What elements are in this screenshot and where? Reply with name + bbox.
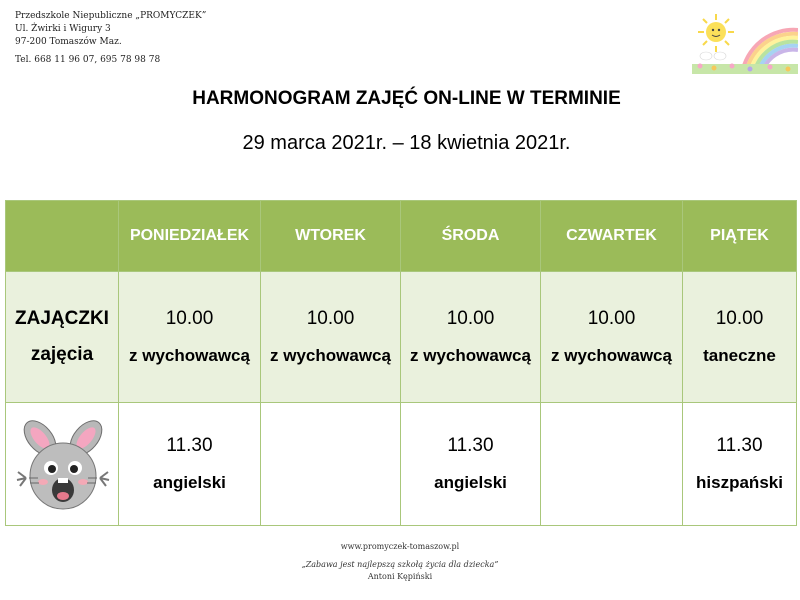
class-activity: z wychowawcą: [270, 346, 391, 365]
schedule-cell: [683, 272, 797, 403]
website-link[interactable]: www.promyczek-tomaszow.pl: [340, 542, 460, 551]
class-time: 11.30: [716, 435, 763, 456]
class-activity: hiszpański: [696, 473, 783, 492]
kindergarten-name: Przedszkole Niepubliczne „PROMYCZEK”: [15, 11, 207, 21]
day-header: ŚRODA: [401, 201, 541, 272]
quote-author: Antoni Kępiński: [367, 572, 433, 581]
schedule-cell: [261, 272, 401, 403]
class-activity: angielski: [153, 473, 226, 492]
table-row: [6, 272, 797, 403]
schedule-table: [5, 200, 797, 526]
group-subtitle: zajęcia: [30, 344, 94, 365]
schedule-cell: [541, 272, 683, 403]
table-row: [6, 403, 797, 526]
group-cell: [6, 272, 119, 403]
class-time: 10.00: [165, 308, 214, 329]
page-footer: [0, 541, 800, 583]
mascot-cell: [6, 403, 119, 526]
schedule-cell: [261, 403, 401, 526]
class-activity: z wychowawcą: [129, 346, 250, 365]
footer-quote: „Zabawa jest najlepszą szkołą życia dla dziecka”: [301, 560, 499, 569]
day-header: WTOREK: [261, 201, 401, 272]
city-address: 97-200 Tomaszów Maz.: [15, 37, 122, 47]
class-activity: taneczne: [703, 346, 776, 365]
day-header: PONIEDZIAŁEK: [119, 201, 261, 272]
class-time: 10.00: [715, 308, 764, 329]
bunny-icon: [12, 416, 112, 512]
sun-rainbow-logo: [692, 12, 798, 74]
schedule-cell: [119, 403, 261, 526]
class-time: 11.30: [447, 435, 494, 456]
header-row: [6, 201, 797, 272]
street-address: Ul. Żwirki i Wigury 3: [15, 24, 111, 34]
page-title: HARMONOGRAM ZAJĘĆ ON-LINE W TERMINIE: [192, 88, 621, 109]
class-activity: z wychowawcą: [410, 346, 531, 365]
header-corner: [6, 201, 119, 272]
class-activity: angielski: [434, 473, 507, 492]
class-time: 10.00: [587, 308, 636, 329]
class-time: 11.30: [166, 435, 213, 456]
day-header: PIĄTEK: [683, 201, 797, 272]
phone-numbers: Tel. 668 11 96 07, 695 78 98 78: [15, 55, 161, 65]
schedule-cell: [401, 272, 541, 403]
schedule-cell: [683, 403, 797, 526]
schedule-cell: [119, 272, 261, 403]
kindergarten-address: [15, 10, 206, 67]
schedule-cell: [541, 403, 683, 526]
class-time: 10.00: [306, 308, 355, 329]
class-activity: z wychowawcą: [551, 346, 672, 365]
class-time: 10.00: [446, 308, 495, 329]
group-name: ZAJĄCZKI: [15, 308, 109, 329]
day-header: CZWARTEK: [541, 201, 683, 272]
schedule-cell: [401, 403, 541, 526]
date-range: 29 marca 2021r. – 18 kwietnia 2021r.: [242, 132, 571, 154]
